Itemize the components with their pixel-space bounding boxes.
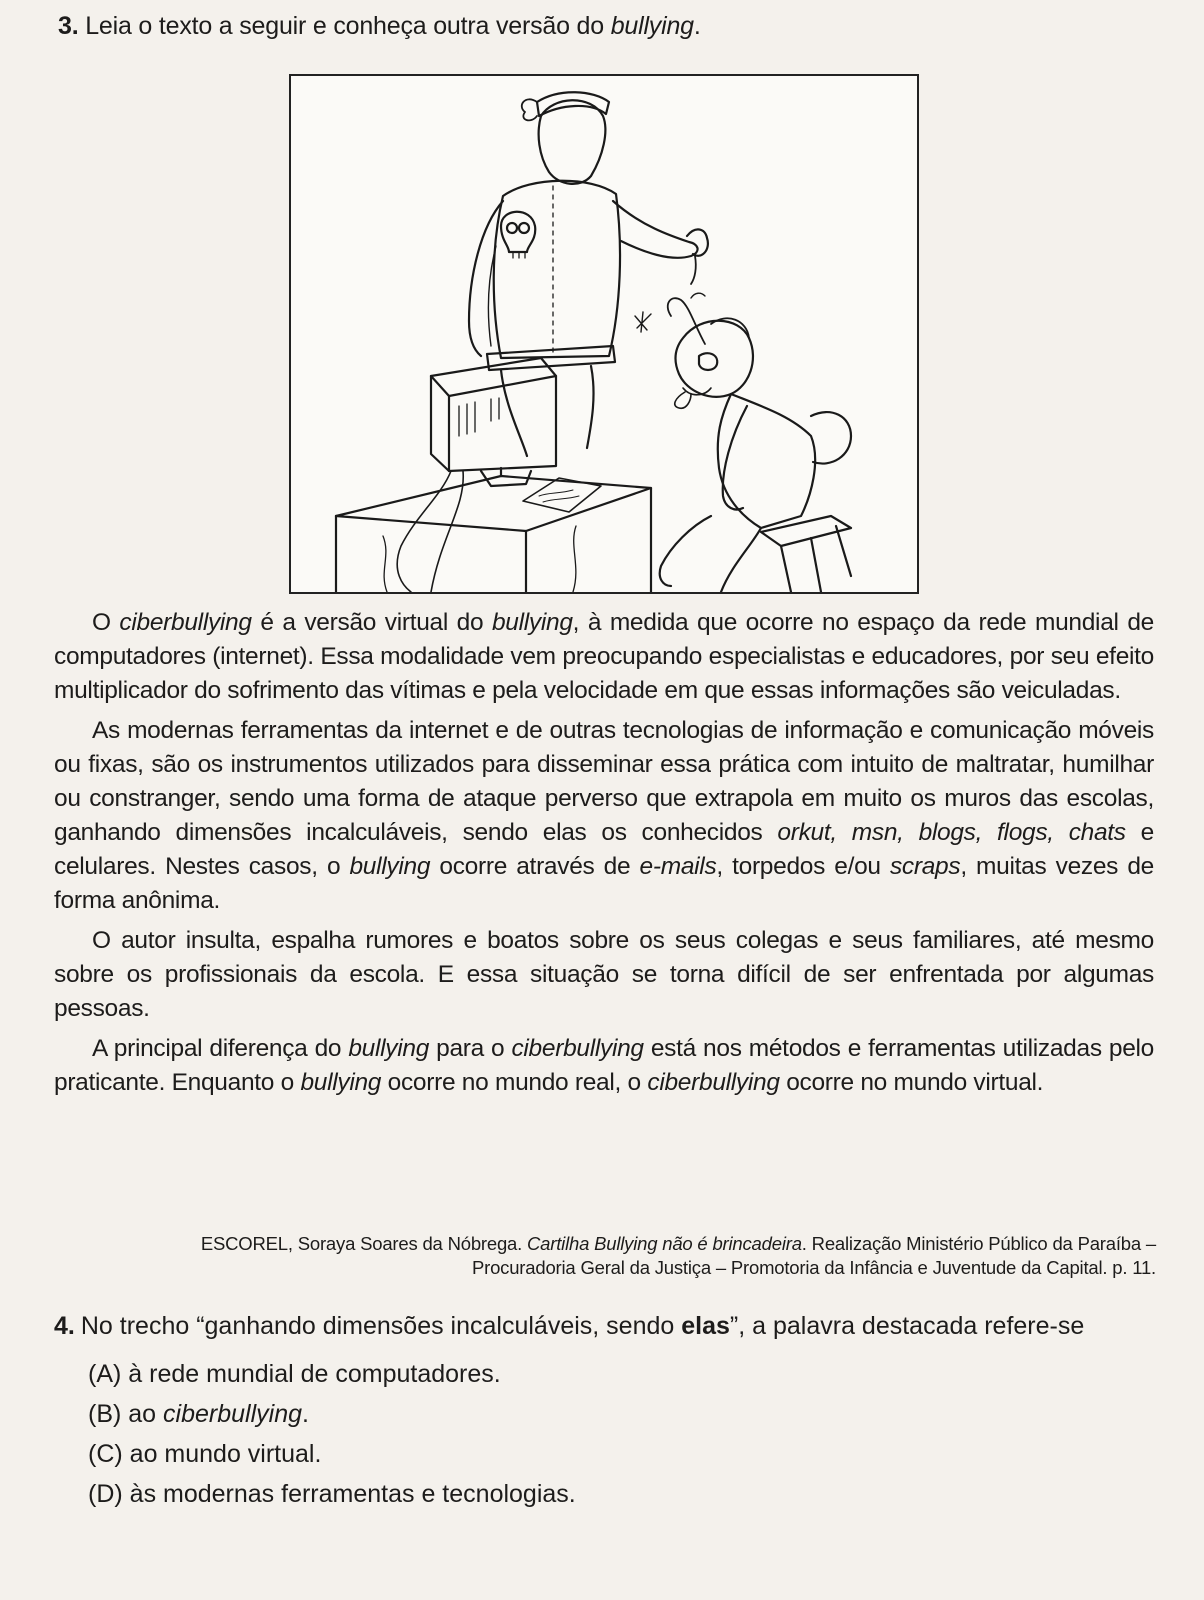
option-d-letter: (D) (88, 1480, 123, 1508)
option-c[interactable] (88, 1434, 1154, 1474)
surprise-lines (635, 312, 651, 332)
article-paragraph-1-run: O (92, 609, 120, 636)
victim-hair (711, 318, 749, 338)
option-b-letter: (B) (88, 1400, 122, 1428)
article-paragraph-2-run: , torpedos e/ou (716, 853, 890, 880)
option-a[interactable] (88, 1354, 1154, 1394)
source-line-1 (96, 1232, 1156, 1256)
desk-outline (336, 476, 651, 592)
article-paragraph-4-run: A principal diferença do (92, 1035, 349, 1062)
source-citation (96, 1232, 1156, 1280)
option-c-text: ao mundo virtual. (122, 1440, 322, 1468)
source-line-2: Procuradoria Geral da Justiça – Promotoria da Infância e Juventude da Capital. p. 11. (471, 1257, 1156, 1278)
article-paragraph-1-run: , à medida que ocorre no espaço da rede mundial de computadores (internet). Essa modalidade vem preocupando especialistas e educadores, por seu efeito multiplicador do sofrimento das vítimas e pela velocidade em que essas informações são veiculadas. (54, 609, 1154, 704)
bandana (537, 92, 609, 116)
article-paragraph-2-run: e-mails (639, 853, 717, 880)
option-b-em: ciberbullying (163, 1400, 302, 1428)
chair-back (811, 412, 851, 463)
article-paragraph-4-run: bullying (348, 1035, 430, 1062)
article-paragraph-1-run: é a versão virtual do (251, 609, 492, 636)
article-paragraph-3-run: O autor insulta, espalha rumores e boatos sobre os seus colegas e seus familiares, até mesmo sobre os profissionais da escola. E essa situação se torna difícil de ser enfrentada por algumas pessoas. (54, 927, 1154, 1022)
option-d[interactable] (88, 1474, 1154, 1514)
option-b-text: ao (121, 1400, 164, 1428)
question-4-stem (54, 1308, 1154, 1344)
article-paragraph-3 (54, 924, 1154, 1026)
bandana-knot (522, 99, 537, 120)
bully-right-arm (613, 201, 698, 258)
article-paragraph-4 (54, 1032, 1154, 1100)
article-paragraph-2-run: , muitas vezes de forma anônima. (54, 853, 1154, 914)
cartoon-drawing (291, 76, 917, 592)
article-paragraph-2-run: As modernas ferramentas da internet e de outras tecnologias de informação e comunicação móveis ou fixas, são os instrumentos utilizados para disseminar essa prática com intuito de maltratar, humilhar ou constranger, sendo uma forma de ataque perverso que extrapola em muito os muros das escolas, ganhando dimensões incalculáveis, sendo elas os conhecidos (54, 717, 1154, 846)
article-paragraph-2 (54, 714, 1154, 918)
article-paragraph-1-run: ciberbullying (119, 609, 252, 636)
question-3-text-end: . (693, 12, 701, 40)
question-4-stem-after: ”, a palavra destacada refere-se (729, 1312, 1085, 1340)
article-paragraph-4-run: ocorre no mundo virtual. (779, 1069, 1044, 1096)
question-4-stem-bold: elas (681, 1312, 730, 1340)
question-4-number: 4. (54, 1312, 75, 1340)
source-title: Cartilha Bullying não é brincadeira (527, 1233, 802, 1254)
question-3-heading (58, 12, 701, 41)
source-rest-1: . Realização Ministério Público da Paraíba – (801, 1233, 1156, 1254)
option-c-letter: (C) (88, 1440, 123, 1468)
article-text (54, 606, 1154, 1106)
desk-front-line (336, 488, 651, 531)
article-paragraph-4-run: ocorre no mundo real, o (381, 1069, 648, 1096)
article-paragraph-4-run: está nos métodos e ferramentas utilizadas pelo praticante. Enquanto o (54, 1035, 1154, 1096)
victim-eye-spot (699, 353, 717, 370)
drip-pointer (668, 298, 705, 344)
option-a-text: à rede mundial de computadores. (121, 1360, 501, 1388)
article-paragraph-2-run: bullying (349, 853, 431, 880)
question-4 (54, 1308, 1154, 1514)
desk-grain-2 (573, 526, 576, 592)
bully-torso (494, 181, 620, 358)
bully-leg (501, 366, 594, 456)
article-paragraph-2-run: ocorre através de (430, 853, 640, 880)
article-paragraph-4-run: bullying (300, 1069, 382, 1096)
article-paragraph-1-run: bullying (491, 609, 573, 636)
question-4-stem-before: No trecho “ganhando dimensões incalculáveis, sendo (80, 1312, 682, 1340)
dangling-finger (691, 256, 696, 284)
question-3-text: Leia o texto a seguir e conheça outra versão do (85, 12, 611, 40)
victim-leg (660, 516, 761, 592)
article-paragraph-1 (54, 606, 1154, 708)
question-3-text-em: bullying (610, 12, 694, 40)
option-b-end: . (302, 1400, 309, 1428)
victim-head (676, 321, 753, 397)
cartoon-illustration (289, 74, 919, 594)
source-author: ESCOREL, Soraya Soares da Nóbrega. (200, 1233, 528, 1254)
answer-options (54, 1354, 1154, 1514)
question-3-number: 3. (58, 12, 79, 40)
paper-sheet (523, 478, 601, 512)
option-a-letter: (A) (88, 1360, 122, 1388)
article-paragraph-2-run: scraps (889, 853, 961, 880)
bully-head (539, 100, 606, 184)
article-paragraph-2-run: orkut, msn, blogs, flogs, chats (777, 819, 1126, 846)
desk-grain-1 (383, 536, 387, 592)
article-paragraph-2-run: e celulares. Nestes casos, o (54, 819, 1154, 880)
skull-emblem (501, 212, 535, 252)
surprise-eyebrows (691, 293, 705, 298)
article-paragraph-4-run: para o (429, 1035, 512, 1062)
option-b[interactable] (88, 1394, 1154, 1434)
article-paragraph-4-run: ciberbullying (647, 1069, 780, 1096)
victim-tongue (675, 392, 691, 408)
option-d-text: às modernas ferramentas e tecnologias. (122, 1480, 576, 1508)
monitor-vents (459, 398, 499, 436)
article-paragraph-4-run: ciberbullying (511, 1035, 644, 1062)
